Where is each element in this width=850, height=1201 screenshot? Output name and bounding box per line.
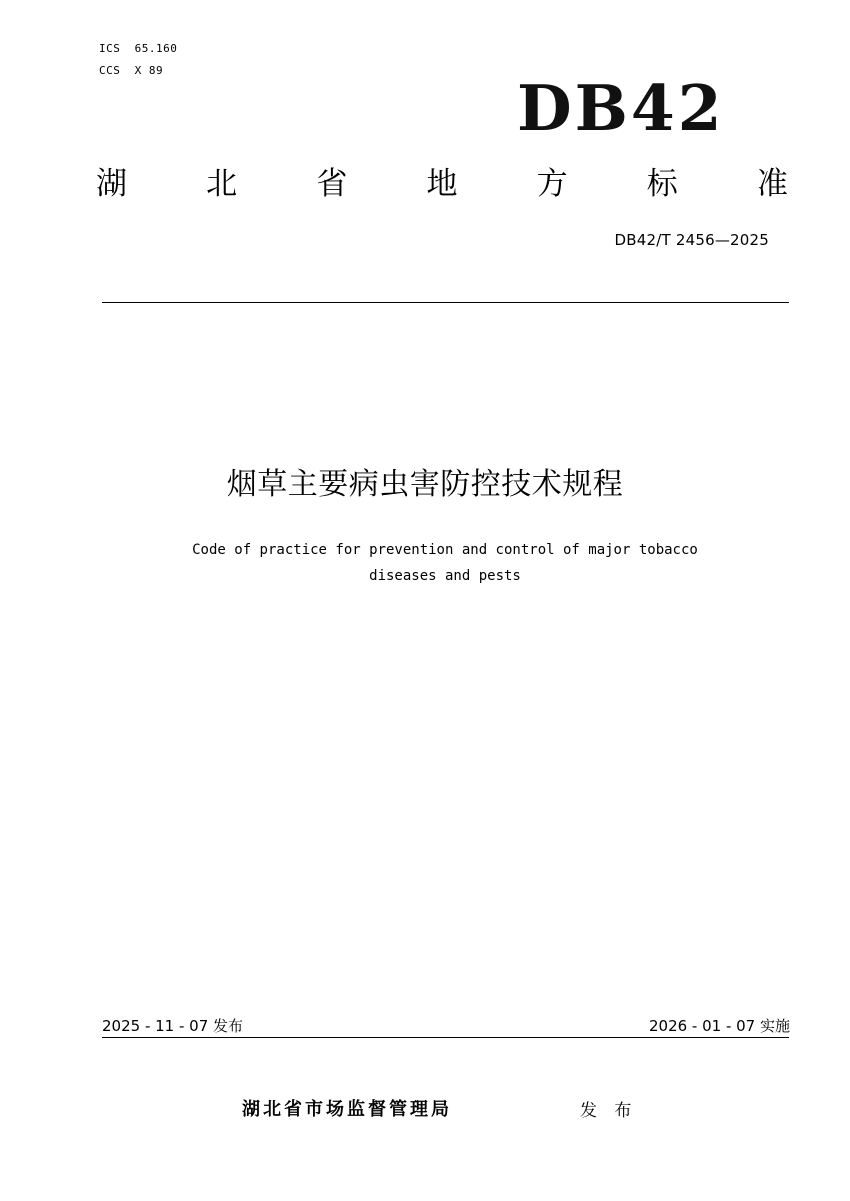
bottom-divider [102, 1037, 789, 1038]
standard-type-char: 标 [646, 166, 678, 202]
document-title-english [100, 537, 790, 589]
english-title-line: Code of practice for prevention and control of major tobacco [192, 542, 698, 558]
implementation-date: 2026 - 01 - 07 实施 [648, 1017, 790, 1035]
standard-type-char: 方 [536, 166, 568, 202]
top-divider [102, 302, 789, 303]
english-title-line: diseases and pests [369, 568, 521, 584]
issue-label: 发 布 [580, 1101, 638, 1121]
issue-date: 2025 - 11 - 07 发布 [102, 1017, 244, 1035]
document-title-chinese: 烟草主要病虫害防控技术规程 [226, 467, 624, 502]
standard-type-char: 准 [756, 166, 788, 202]
issuing-authority: 湖北省市场监督管理局 [242, 1099, 452, 1120]
standard-number: DB42/T 2456—2025 [614, 231, 769, 249]
standard-type-char: 地 [426, 166, 458, 202]
standard-type-char: 北 [206, 166, 238, 202]
standard-logo: DB42 [517, 71, 725, 145]
ccs-code: CCS X 89 [99, 64, 164, 77]
standard-type-char: 省 [316, 166, 348, 202]
ics-code: ICS 65.160 [99, 42, 178, 55]
standard-type-char: 湖 [96, 166, 127, 202]
standard-type-heading [96, 162, 788, 206]
